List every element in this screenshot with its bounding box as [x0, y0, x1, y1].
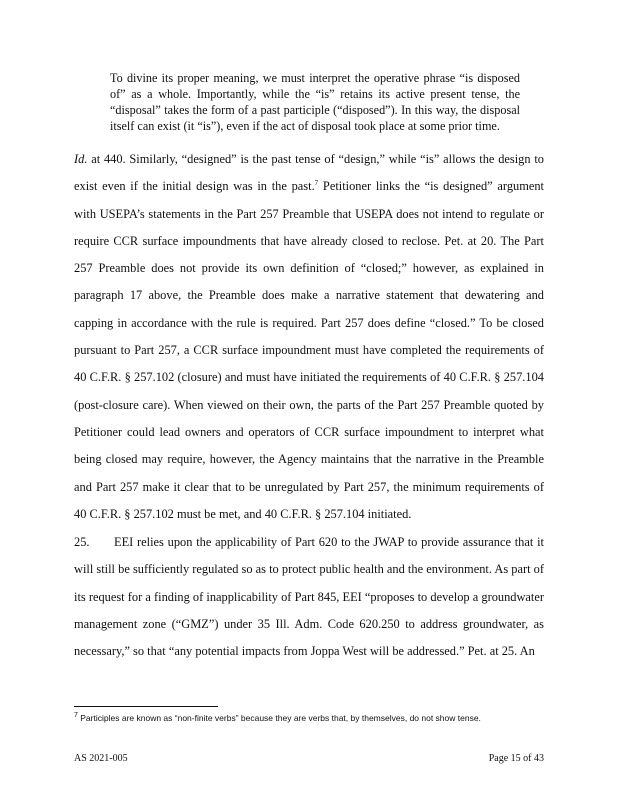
paragraph-25-body: EEI relies upon the applicability of Part 620 to the JWAP to provide assurance that it will still be sufficiently regulated so as to protect public health and the environment. As part of its request for a finding of inapplicability of Part 845, EEI “proposes to develop a groundwater management zone (“GMZ”) under 35 Ill. Adm. Code 620.250 to address groundwater, as necessary,” so that “any potential impacts from Joppa West will be addressed.” Pet. at 25. An — [74, 535, 544, 659]
body-paragraph-25 — [74, 529, 544, 665]
body-paragraph-1 — [74, 146, 544, 528]
footnote-separator — [74, 706, 218, 707]
paragraph-1-text-a: at 440. Similarly, “designed” is the past tense of “design,” while “is” allows the design to exist even if the initial design was in the past. — [74, 152, 544, 194]
page-number: Page 15 of 43 — [488, 753, 544, 764]
case-number: AS 2021-005 — [74, 753, 128, 764]
paragraph-1-text — [74, 146, 544, 528]
paragraph-1-text-b: Petitioner links the “is designed” argument with USEPA’s statements in the Part 257 Preamble that USEPA does not intend to regulate or require CCR surface impoundments that have already closed to reclose. Pet. at 20. The Part 257 Preamble does not provide its own definition of “closed;” however, as explained in paragraph 17 above, the Preamble does make a narrative statement that dewatering and capping in accordance with the rule is required. Part 257 does define “closed.” To be closed pursuant to Part 257, a CCR surface impoundment must have completed the requirements of 40 C.F.R. § 257.102 (closure) and must have initiated the requirements of 40 C.F.R. § 257.104 (post-closure care). When viewed on their own, the parts of the Part 257 Preamble quoted by Petitioner could lead owners and operators of CCR surface impoundment to interpret what being closed may require, however, the Agency maintains that the narrative in the Preamble and Part 257 make it clear that to be unregulated by Part 257, the minimum requirements of 40 C.F.R. § 257.102 must be met, and 40 C.F.R. § 257.104 initiated. — [74, 179, 544, 521]
footnote-ref-7[interactable]: 7 — [314, 179, 319, 188]
block-quote — [110, 70, 520, 134]
footnote — [74, 712, 544, 724]
footnote-marker: 7 — [74, 712, 78, 720]
id-citation: Id. — [74, 152, 88, 166]
block-quote-text: To divine its proper meaning, we must interpret the operative phrase “is disposed of” as a whole. Importantly, while the “is” retains its active present tense, the “disposal” takes the form of a past participle (“disposed”). In this way, the disposal itself can exist (it “is”), even if the act of disposal took place at some prior time. — [110, 71, 520, 133]
paragraph-25-text — [74, 529, 544, 665]
footnote-text: Participles are known as “non-finite verbs” because they are verbs that, by themselves, do not show tense. — [77, 713, 481, 723]
paragraph-number: 25. — [74, 535, 90, 549]
